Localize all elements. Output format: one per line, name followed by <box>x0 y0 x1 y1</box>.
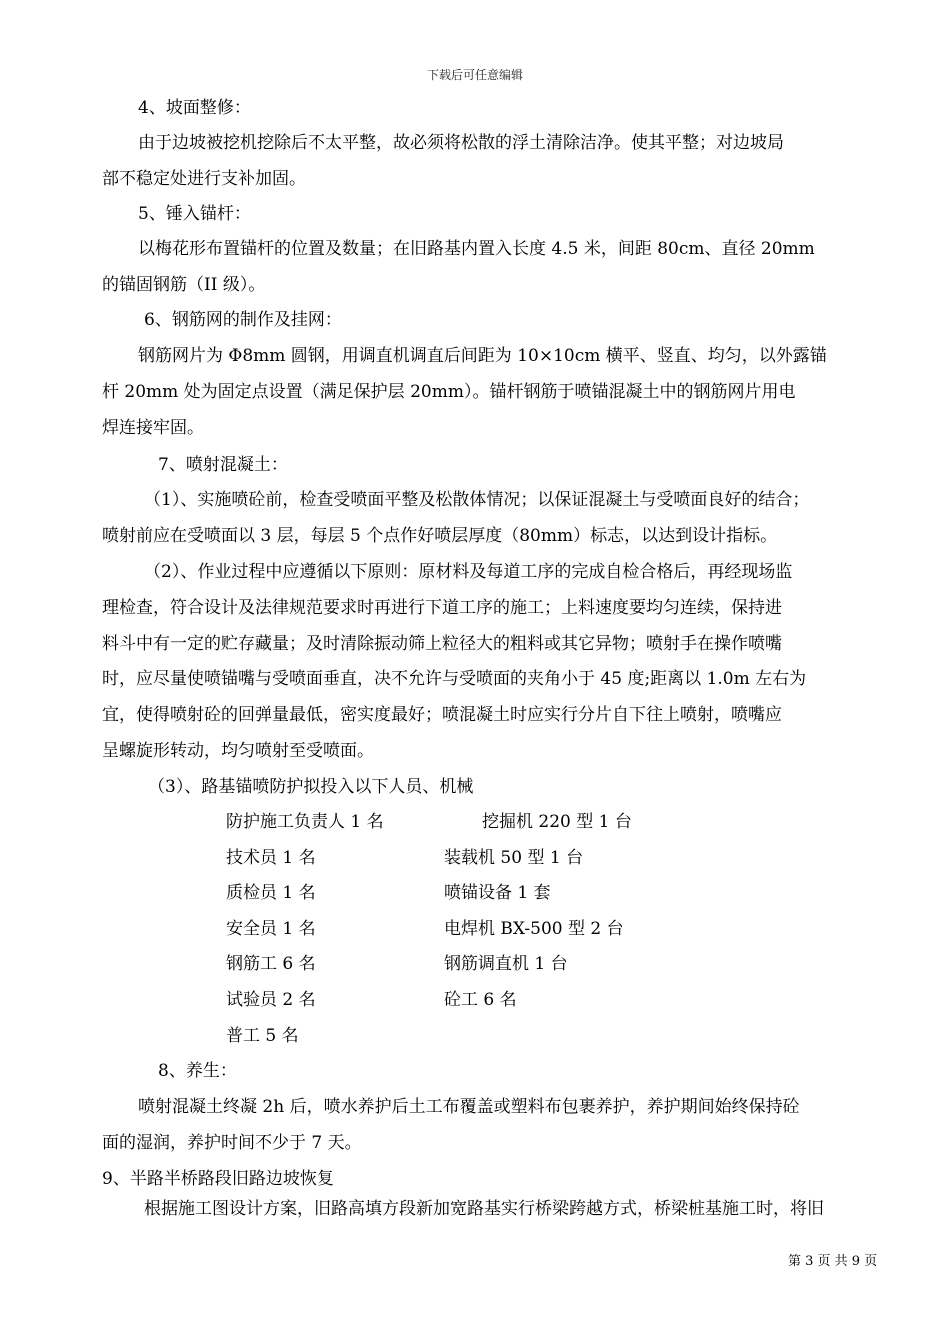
equipment-item: 电焊机 BX-500 型 2 台 <box>444 919 624 939</box>
text-line: 5、锤入锚杆： <box>138 204 251 224</box>
text-line: 部不稳定处进行支补加固。 <box>102 169 306 189</box>
text-line: 料斗中有一定的贮存藏量；及时清除振动筛上粒径大的粗料或其它异物；喷射手在操作喷嘴 <box>102 634 782 654</box>
text-line: （1）、实施喷砼前，检查受喷面平整及松散体情况；以保证混凝土与受喷面良好的结合； <box>144 490 810 510</box>
staff-item: 质检员 1 名 <box>226 883 316 903</box>
text-line: 呈螺旋形转动，均匀喷射至受喷面。 <box>102 741 374 761</box>
text-line: 6、钢筋网的制作及挂网： <box>144 310 342 330</box>
text-line: 4、坡面整修： <box>138 98 251 118</box>
equipment-item: 钢筋调直机 1 台 <box>444 954 568 974</box>
equipment-item: 砼工 6 名 <box>444 990 517 1010</box>
staff-item: 普工 5 名 <box>226 1026 299 1046</box>
text-line: 7、喷射混凝土： <box>158 455 288 475</box>
text-line: 根据施工图设计方案，旧路高填方段新加宽路基实行桥梁跨越方式，桥梁桩基施工时，将旧 <box>144 1199 824 1219</box>
text-line: 以梅花形布置锚杆的位置及数量；在旧路基内置入长度 4.5 米，间距 80cm、直径 20mm <box>138 239 815 259</box>
text-line: 由于边坡被挖机挖除后不太平整，故必须将松散的浮土清除洁净。使其平整；对边坡局 <box>138 133 784 153</box>
page-header: 下载后可任意编辑 <box>426 68 523 82</box>
staff-item: 钢筋工 6 名 <box>226 954 316 974</box>
text-line: 喷射前应在受喷面以 3 层，每层 5 个点作好喷层厚度（80mm）标志，以达到设计指标。 <box>102 526 778 546</box>
staff-item: 安全员 1 名 <box>226 919 316 939</box>
text-line: （3）、路基锚喷防护拟投入以下人员、机械 <box>148 777 474 797</box>
equipment-item: 装载机 50 型 1 台 <box>444 848 584 868</box>
equipment-item: 喷锚设备 1 套 <box>444 883 551 903</box>
staff-item: 防护施工负责人 1 名 <box>226 812 384 832</box>
section-heading: 9、半路半桥路段旧路边坡恢复 <box>102 1169 334 1189</box>
text-line: 8、养生： <box>158 1061 237 1081</box>
text-line: 宜，使得喷射砼的回弹量最低，密实度最好；喷混凝土时应实行分片自下往上喷射，喷嘴应 <box>102 705 782 725</box>
equipment-item: 挖掘机 220 型 1 台 <box>482 812 632 832</box>
text-line: 焊连接牢固。 <box>102 418 204 438</box>
text-line: 面的湿润，养护时间不少于 7 天。 <box>102 1133 362 1153</box>
text-line: 杆 20mm 处为固定点设置（满足保护层 20mm）。锚杆钢筋于喷锚混凝土中的钢筋网片用电 <box>102 382 796 402</box>
text-line: 时，应尽量使喷锚嘴与受喷面垂直，决不允许与受喷面的夹角小于 45 度;距离以 1.0m 左右为 <box>102 669 807 689</box>
text-line: 的锚固钢筋（II 级）。 <box>102 275 266 295</box>
page-number: 第 3 页 共 9 页 <box>788 1254 878 1269</box>
text-line: 喷射混凝土终凝 2h 后，喷水养护后土工布覆盖或塑料布包裹养护，养护期间始终保持砼 <box>138 1097 800 1117</box>
text-line: 钢筋网片为 Φ8mm 圆钢，用调直机调直后间距为 10×10cm 横平、竖直、均匀，以外露锚 <box>138 346 827 366</box>
text-line: （2）、作业过程中应遵循以下原则：原材料及每道工序的完成自检合格后，再经现场监 <box>144 562 793 582</box>
text-line: 理检查，符合设计及法律规范要求时再进行下道工序的施工；上料速度要均匀连续，保持进 <box>102 598 782 618</box>
staff-item: 试验员 2 名 <box>226 990 316 1010</box>
staff-item: 技术员 1 名 <box>226 848 316 868</box>
